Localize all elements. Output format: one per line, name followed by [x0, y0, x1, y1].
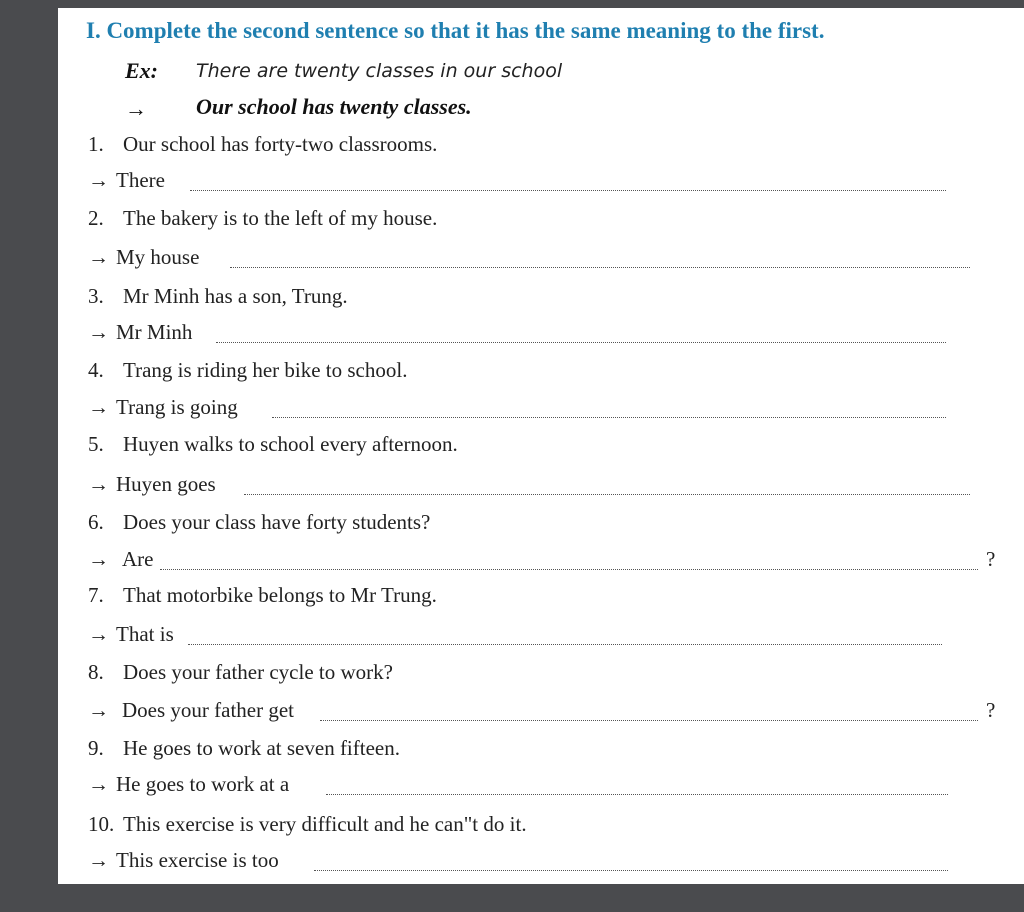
arrow-icon: →: [88, 472, 109, 496]
answer-prompt: Mr Minh: [116, 320, 193, 344]
question-item: [58, 510, 1024, 546]
question-number: 9.: [88, 736, 104, 760]
question-item: [58, 736, 1024, 772]
worksheet-page: [58, 8, 1024, 884]
question-number: 3.: [88, 284, 104, 308]
exercise-title: I. Complete the second sentence so that it has the same meaning to the first.: [86, 18, 825, 43]
answer-line: [58, 168, 1024, 204]
arrow-icon: →: [88, 320, 109, 344]
question-item: [58, 660, 1024, 696]
arrow-icon: →: [88, 772, 109, 796]
answer-blank[interactable]: [320, 720, 978, 721]
question-number: 1.: [88, 132, 104, 156]
answer-blank[interactable]: [160, 569, 978, 570]
answer-prompt: Does your father get: [122, 698, 295, 722]
arrow-icon: →: [88, 168, 109, 192]
question-text: Mr Minh has a son, Trung.: [123, 284, 348, 308]
arrow-icon: →: [88, 245, 109, 269]
answer-prompt: My house: [116, 245, 200, 269]
answer-line: [58, 622, 1024, 658]
answer-line: [58, 395, 1024, 431]
answer-blank[interactable]: [326, 794, 948, 795]
question-text: The bakery is to the left of my house.: [123, 206, 438, 230]
answer-prompt: That is: [116, 622, 174, 646]
question-text: Huyen walks to school every afternoon.: [123, 432, 458, 456]
question-number: 2.: [88, 206, 104, 230]
question-text: This exercise is very difficult and he can"t do it.: [123, 812, 527, 836]
arrow-icon: →: [88, 848, 109, 872]
question-item: [58, 432, 1024, 468]
answer-blank[interactable]: [272, 417, 946, 418]
answer-blank[interactable]: [190, 190, 946, 191]
question-item: [58, 358, 1024, 394]
answer-prompt: Huyen goes: [116, 472, 216, 496]
answer-blank[interactable]: [244, 494, 970, 495]
question-item: [58, 132, 1024, 168]
answer-prompt: He goes to work at a: [116, 772, 290, 796]
arrow-icon: →: [88, 622, 109, 646]
question-item: [58, 284, 1024, 320]
example-label: Ex:: [125, 58, 158, 83]
arrow-icon: →: [88, 547, 109, 571]
answer-line: [58, 772, 1024, 808]
question-number: 6.: [88, 510, 104, 534]
question-text: He goes to work at seven fifteen.: [123, 736, 400, 760]
question-number: 10.: [88, 812, 115, 836]
answer-line: [58, 547, 1024, 583]
question-mark: ?: [986, 698, 996, 722]
answer-line: [58, 848, 1024, 884]
answer-blank[interactable]: [314, 870, 948, 871]
question-text: Our school has forty-two classrooms.: [123, 132, 438, 156]
arrow-icon: →: [88, 395, 109, 419]
question-item: [58, 583, 1024, 619]
question-number: 7.: [88, 583, 104, 607]
answer-prompt: This exercise is too: [116, 848, 279, 872]
answer-blank[interactable]: [188, 644, 942, 645]
answer-line: [58, 245, 1024, 281]
answer-line: [58, 698, 1024, 734]
answer-prompt: Trang is going: [116, 395, 238, 419]
question-text: Does your class have forty students?: [123, 510, 431, 534]
answer-line: [58, 472, 1024, 508]
answer-blank[interactable]: [230, 267, 970, 268]
example-sentence: There are twenty classes in our school: [196, 60, 563, 82]
question-item: [58, 812, 1024, 848]
answer-prompt: Are: [122, 547, 154, 571]
question-mark: ?: [986, 547, 996, 571]
answer-line: [58, 320, 1024, 356]
answer-blank[interactable]: [216, 342, 946, 343]
question-number: 8.: [88, 660, 104, 684]
example-answer: Our school has twenty classes.: [196, 94, 472, 119]
question-number: 4.: [88, 358, 104, 382]
question-text: Does your father cycle to work?: [123, 660, 393, 684]
question-text: That motorbike belongs to Mr Trung.: [123, 583, 437, 607]
question-text: Trang is riding her bike to school.: [123, 358, 408, 382]
example-arrow: →: [125, 96, 147, 121]
arrow-icon: →: [88, 698, 109, 722]
answer-prompt: There: [116, 168, 165, 192]
question-item: [58, 206, 1024, 242]
question-number: 5.: [88, 432, 104, 456]
